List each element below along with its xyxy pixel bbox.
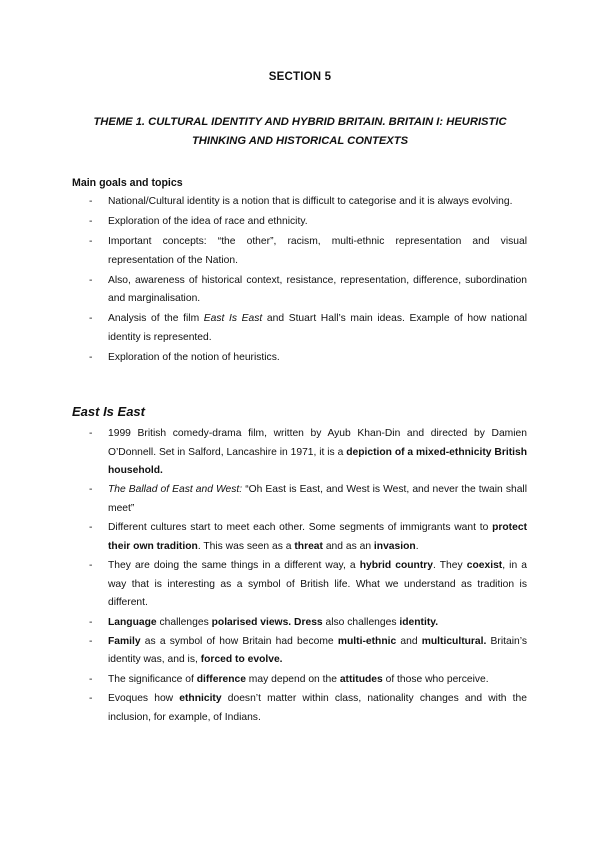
goals-item [89,310,527,347]
emphasis-text: protect their own tradition [108,522,527,552]
text-segment: , in a way that is interesting as a symbol of British life. What we understand as tradition is different. [108,560,527,609]
goals-item [89,349,527,368]
bullet-dash: - [89,428,93,439]
emphasis-text: ethnicity [179,693,222,705]
east-item [89,557,527,613]
east-item [89,425,527,481]
bullet-dash: - [89,196,93,207]
emphasis-text: multi-ethnic [337,635,397,647]
text-segment: of those who perceive. [382,673,489,685]
bullet-dash: - [89,673,93,685]
bullet-dash: - [89,616,93,628]
goals-item [89,193,527,212]
text-segment: Different cultures start to meet each other. Some segments of immigrants want to [108,522,493,534]
bullet-dash: - [89,560,93,572]
bullet-dash: - [89,484,93,496]
east-item [89,690,527,727]
bullet-dash: - [89,236,93,247]
text-segment: as a symbol of how Britain had become [140,635,338,647]
bullet-dash: - [89,522,93,534]
east-item [89,481,527,518]
italic-text: The Ballad of East and West: [108,484,243,496]
text-segment: Britain’s identity was, and is, [108,635,527,666]
text-segment: challenges [156,616,212,628]
text-segment: and as an [322,540,374,552]
theme-title: THEME 1. CULTURAL IDENTITY AND HYBRID BRITAIN. BRITAIN I: HEURISTIC THINKING AND HISTORICAL CONTEXTS [93,116,507,147]
italic-text: East Is East [203,313,263,324]
text-segment: “Oh East is East, and West is West, and never the twain shall meet” [108,484,527,514]
bullet-dash: - [89,351,93,363]
bullet-dash: - [89,693,93,705]
text-segment: . [415,540,419,552]
bullet-dash: - [89,635,93,647]
text-segment: Also, awareness of historical context, resistance, representation, difference, subordination and marginalisation. [108,274,527,304]
emphasis-text: difference [196,673,246,685]
goals-heading: Main goals and topics [72,177,183,189]
bullet-dash: - [89,313,93,324]
text-segment: 1999 British comedy-drama film, written by Ayub Khan-Din and directed by Damien O’Donnell. Set in Salford, Lancashire in 1971, it is a [108,428,527,458]
goals-item [89,233,527,270]
text-segment: and Stuart Hall’s main ideas. Example of how national identity is represented. [108,313,527,343]
text-segment: Exploration of the notion of heuristics. [108,351,280,363]
east-item [89,671,527,690]
text-segment: . They [433,560,467,572]
text-segment: Evoques how [108,693,180,705]
emphasis-text: identity. [399,616,439,628]
text-segment: National/Cultural identity is a notion that is difficult to categorise and it is always evolving. [108,196,513,207]
text-segment: Analysis of the film [108,313,204,324]
goals-item [89,213,527,232]
text-segment: also challenges [322,616,400,628]
emphasis-text: hybrid country [359,560,433,572]
bullet-dash: - [89,274,93,286]
text-segment: and [396,635,422,647]
goals-list [89,193,527,369]
east-item [89,633,527,670]
emphasis-text: multicultural. [421,635,487,647]
text-segment: may depend on the [245,673,340,685]
emphasis-text: depiction of a mixed-ethnicity British household. [108,446,528,476]
section-title: SECTION 5 [268,71,332,83]
east-is-east-heading: East Is East [72,404,145,419]
text-segment: Important concepts: “the other”, racism, multi-ethnic representation and visual representation of the Nation. [108,236,527,266]
east-item [89,614,527,633]
emphasis-text: polarised views. Dress [211,616,323,628]
goals-item [89,272,527,309]
emphasis-text: invasion [373,540,416,552]
emphasis-text: forced to evolve. [200,654,283,666]
emphasis-text: coexist [466,560,503,572]
emphasis-text: threat [294,540,323,552]
emphasis-text: attitudes [339,673,383,685]
text-segment: The significance of [108,673,197,685]
text-segment: . This was seen as a [197,540,295,552]
text-segment: Exploration of the idea of race and ethnicity. [108,216,308,227]
text-segment: They are doing the same things in a different way, a [108,560,360,572]
east-item [89,519,527,556]
emphasis-text: Family [108,635,141,647]
emphasis-text: Language [108,616,157,628]
east-is-east-list [89,425,527,728]
bullet-dash: - [89,216,93,227]
text-segment: doesn’t matter within class, nationality changes and with the inclusion, for example, of Indians. [108,693,527,723]
